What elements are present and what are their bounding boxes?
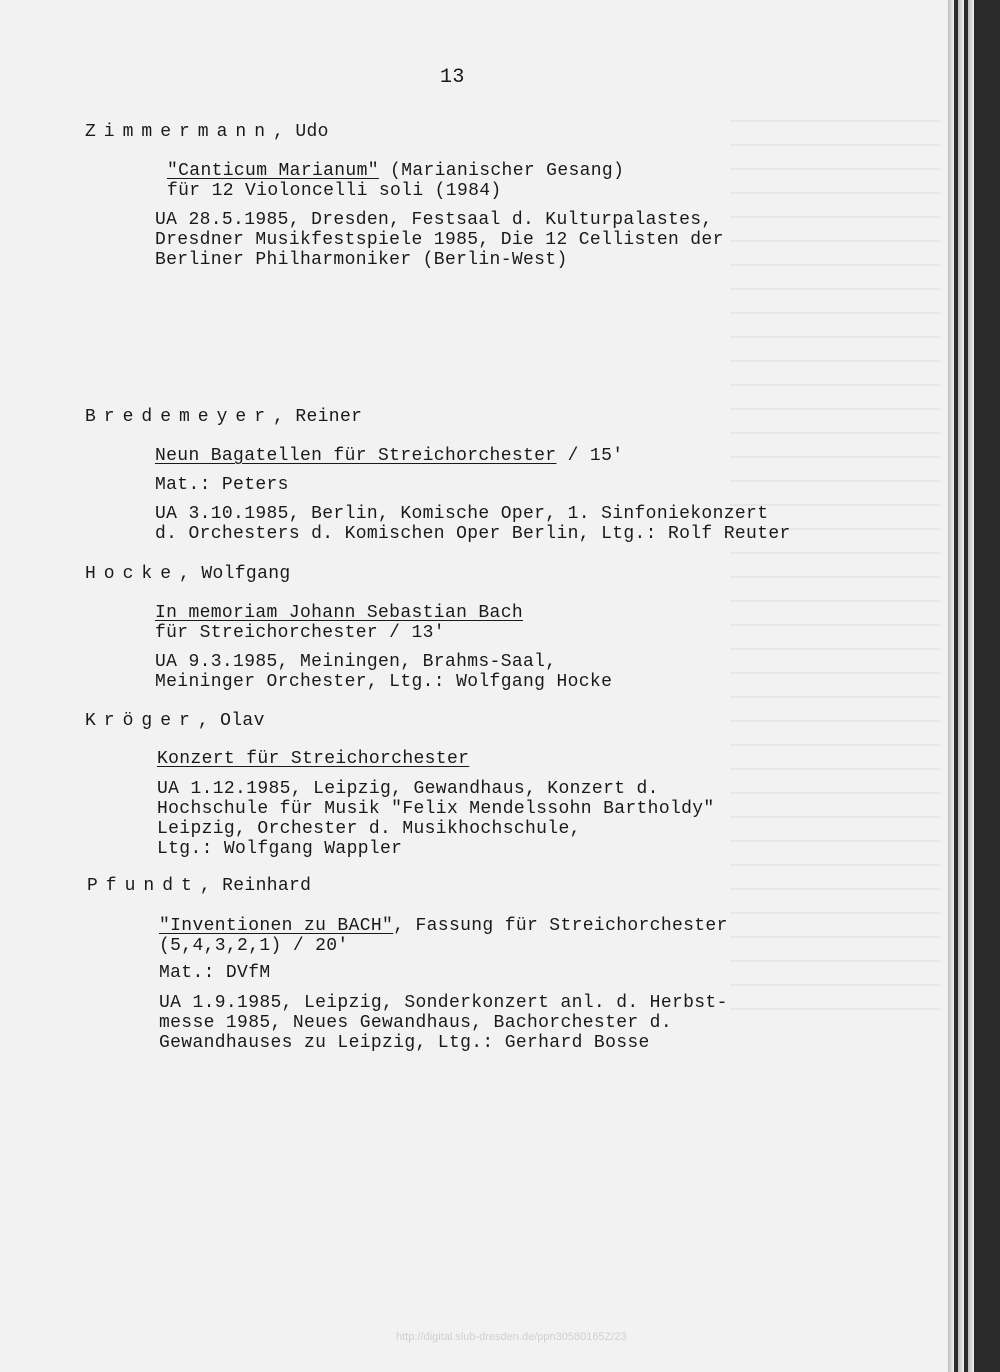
work-title: In memoriam Johann Sebastian Bach bbox=[155, 603, 524, 623]
composer-surname: Hocke bbox=[85, 564, 180, 584]
premiere-line: d. Orchesters d. Komischen Oper Berlin, Ltg.: Rolf Reuter bbox=[155, 524, 791, 544]
composer-heading-zimmermann bbox=[85, 122, 329, 142]
work-scoring: (5,4,3,2,1) / 20' bbox=[159, 936, 349, 956]
page-edge bbox=[968, 0, 974, 1372]
work-title: Konzert für Streichorchester bbox=[157, 749, 470, 769]
composer-given-name: , Reiner bbox=[273, 407, 363, 427]
premiere-line: UA 3.10.1985, Berlin, Komische Oper, 1. Sinfoniekonzert bbox=[155, 504, 769, 524]
composer-heading-kroeger bbox=[85, 711, 265, 731]
composer-given-name: , Olav bbox=[197, 711, 265, 731]
premiere-line: Dresdner Musikfestspiele 1985, Die 12 Cellisten der bbox=[155, 230, 724, 250]
premiere-line: Gewandhauses zu Leipzig, Ltg.: Gerhard Bosse bbox=[159, 1033, 650, 1053]
footer-url: http://digital.slub-dresden.de/ppn30580165Z/23 bbox=[396, 1331, 627, 1343]
work-duration: / 15' bbox=[556, 446, 624, 466]
composer-heading-bredemeyer bbox=[85, 407, 362, 427]
premiere-line: Leipzig, Orchester d. Musikhochschule, bbox=[157, 819, 581, 839]
premiere-line: messe 1985, Neues Gewandhaus, Bachorchester d. bbox=[159, 1013, 672, 1033]
material-line: Mat.: DVfM bbox=[159, 963, 271, 983]
page-edge bbox=[948, 0, 954, 1372]
premiere-line: Ltg.: Wolfgang Wappler bbox=[157, 839, 403, 859]
premiere-line: Meininger Orchester, Ltg.: Wolfgang Hocke bbox=[155, 672, 613, 692]
work-title-line bbox=[159, 916, 728, 936]
premiere-line: UA 1.12.1985, Leipzig, Gewandhaus, Konzert d. bbox=[157, 779, 659, 799]
page-number: 13 bbox=[440, 66, 465, 89]
work-title-rest: , Fassung für Streichorchester bbox=[393, 916, 728, 936]
composer-surname: Zimmermann bbox=[85, 122, 274, 142]
work-scoring: für Streichorchester / 13' bbox=[155, 623, 445, 643]
premiere-line: UA 9.3.1985, Meiningen, Brahms-Saal, bbox=[155, 652, 557, 672]
page-edge bbox=[958, 0, 964, 1372]
work-scoring: für 12 Violoncelli soli (1984) bbox=[167, 181, 502, 201]
premiere-line: Berliner Philharmoniker (Berlin-West) bbox=[155, 250, 568, 270]
work-title: Neun Bagatellen für Streichorchester bbox=[155, 446, 557, 466]
premiere-line: UA 28.5.1985, Dresden, Festsaal d. Kulturpalastes, bbox=[155, 210, 713, 230]
work-title: "Canticum Marianum" bbox=[167, 161, 379, 181]
composer-surname: Pfundt bbox=[87, 876, 200, 896]
composer-given-name: , Udo bbox=[273, 122, 329, 142]
composer-heading-hocke bbox=[85, 564, 291, 584]
premiere-line: Hochschule für Musik "Felix Mendelssohn Bartholdy" bbox=[157, 799, 715, 819]
work-title-line bbox=[155, 446, 623, 466]
bleed-through-shadow bbox=[730, 120, 940, 1020]
work-title: "Inventionen zu BACH" bbox=[159, 916, 394, 936]
composer-heading-pfundt bbox=[87, 876, 311, 896]
composer-surname: Kröger bbox=[85, 711, 198, 731]
work-title-line bbox=[167, 161, 624, 181]
composer-given-name: , Reinhard bbox=[199, 876, 312, 896]
composer-given-name: , Wolfgang bbox=[179, 564, 291, 584]
premiere-line: UA 1.9.1985, Leipzig, Sonderkonzert anl. d. Herbst- bbox=[159, 993, 728, 1013]
composer-surname: Bredemeyer bbox=[85, 407, 274, 427]
work-title-rest: (Marianischer Gesang) bbox=[378, 161, 625, 181]
material-line: Mat.: Peters bbox=[155, 475, 289, 495]
